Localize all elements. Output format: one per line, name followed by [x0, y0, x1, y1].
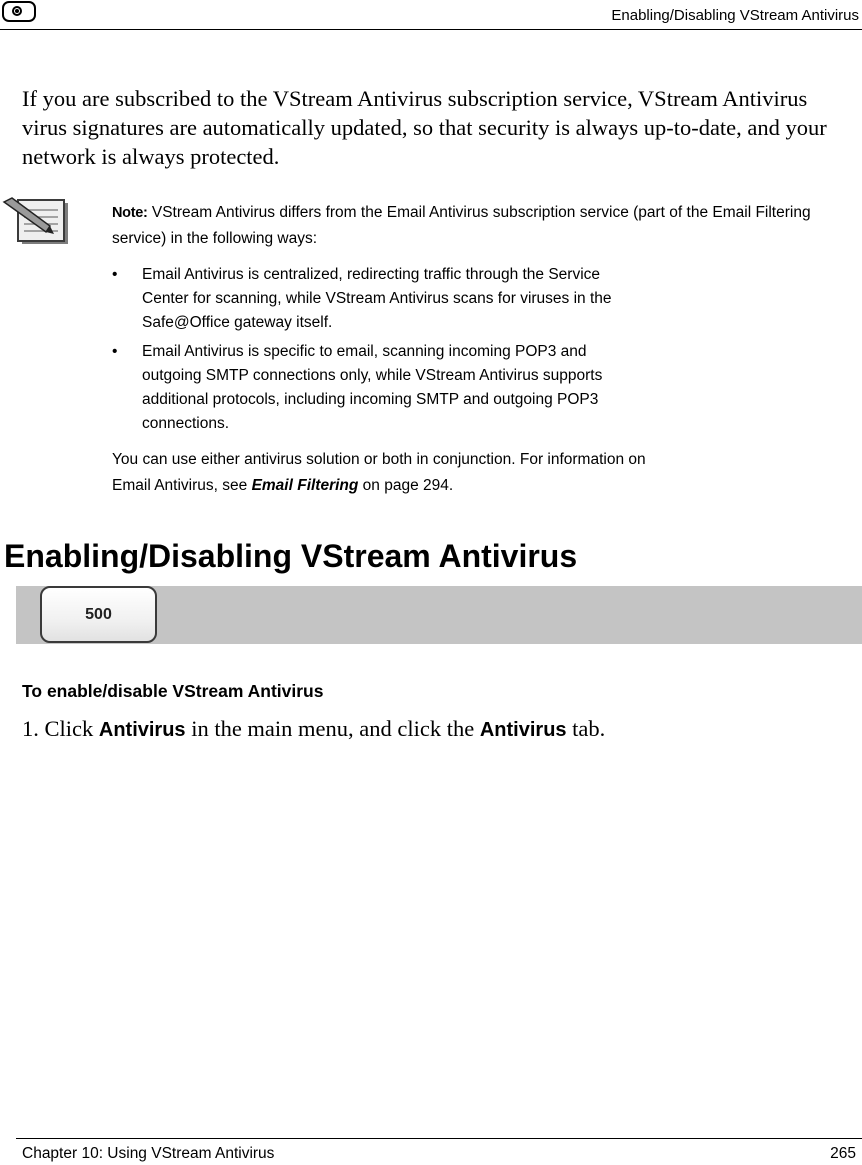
bullet-line: Email Antivirus is centralized, redirecting traffic through the Service — [142, 266, 601, 283]
header-divider — [0, 29, 862, 30]
step-number: 1. — [22, 716, 39, 741]
note-body: VStream Antivirus differs from the Email Antivirus subscription service (part of the Email Filtering service) in the following ways: — [112, 204, 811, 247]
procedure-title: To enable/disable VStream Antivirus — [22, 681, 324, 701]
closing-line — [112, 473, 812, 499]
antivirus-tab-name: Antivirus — [479, 719, 567, 741]
step-middle: in the main menu, and click the — [185, 716, 480, 741]
bullet-line: connections. — [142, 415, 230, 432]
notepad-pencil-icon — [2, 196, 72, 248]
note-label: Note: — [112, 205, 148, 221]
note-paragraph — [112, 200, 812, 251]
intro-paragraph: If you are subscribed to the VStream Antivirus subscription service, VStream Antivirus virus signatures are automatically updated, so that security is always up-to-date, and your network is always protected. — [22, 86, 827, 169]
closing-line: You can use either antivirus solution or both in conjunction. For information on — [112, 451, 646, 468]
antivirus-menu-item: Antivirus — [98, 719, 186, 741]
bullet-line: additional protocols, including incoming SMTP and outgoing POP3 — [142, 391, 599, 408]
closing-suffix: on page 294. — [358, 477, 454, 494]
bullet-marker: • — [112, 266, 118, 283]
bullet-line: outgoing SMTP connections only, while VStream Antivirus supports — [142, 367, 603, 384]
note-closing-paragraph — [112, 447, 812, 499]
running-header-title: Enabling/Disabling VStream Antivirus — [611, 7, 859, 24]
footer-divider — [16, 1138, 862, 1139]
footer-chapter: Chapter 10: Using VStream Antivirus — [22, 1145, 275, 1162]
step-suffix: tab. — [566, 716, 606, 741]
bullet-marker: • — [112, 343, 118, 360]
bullet-text — [142, 263, 712, 335]
email-filtering-link[interactable]: Email Filtering — [251, 477, 359, 494]
procedure-step — [22, 716, 605, 742]
bullet-line: Center for scanning, while VStream Antivirus scans for viruses in the — [142, 290, 612, 307]
logo-dot — [15, 9, 19, 13]
bullet-line: Safe@Office gateway itself. — [142, 314, 333, 331]
footer-page-number: 265 — [830, 1145, 856, 1162]
bullet-text — [142, 340, 712, 436]
model-badge: 500 — [40, 586, 157, 643]
section-heading: Enabling/Disabling VStream Antivirus — [4, 538, 578, 574]
bullet-line: Email Antivirus is specific to email, scanning incoming POP3 and — [142, 343, 587, 360]
step-prefix: Click — [38, 716, 99, 741]
safe-at-office-logo — [2, 1, 36, 22]
closing-prefix: Email Antivirus, see — [112, 477, 252, 494]
